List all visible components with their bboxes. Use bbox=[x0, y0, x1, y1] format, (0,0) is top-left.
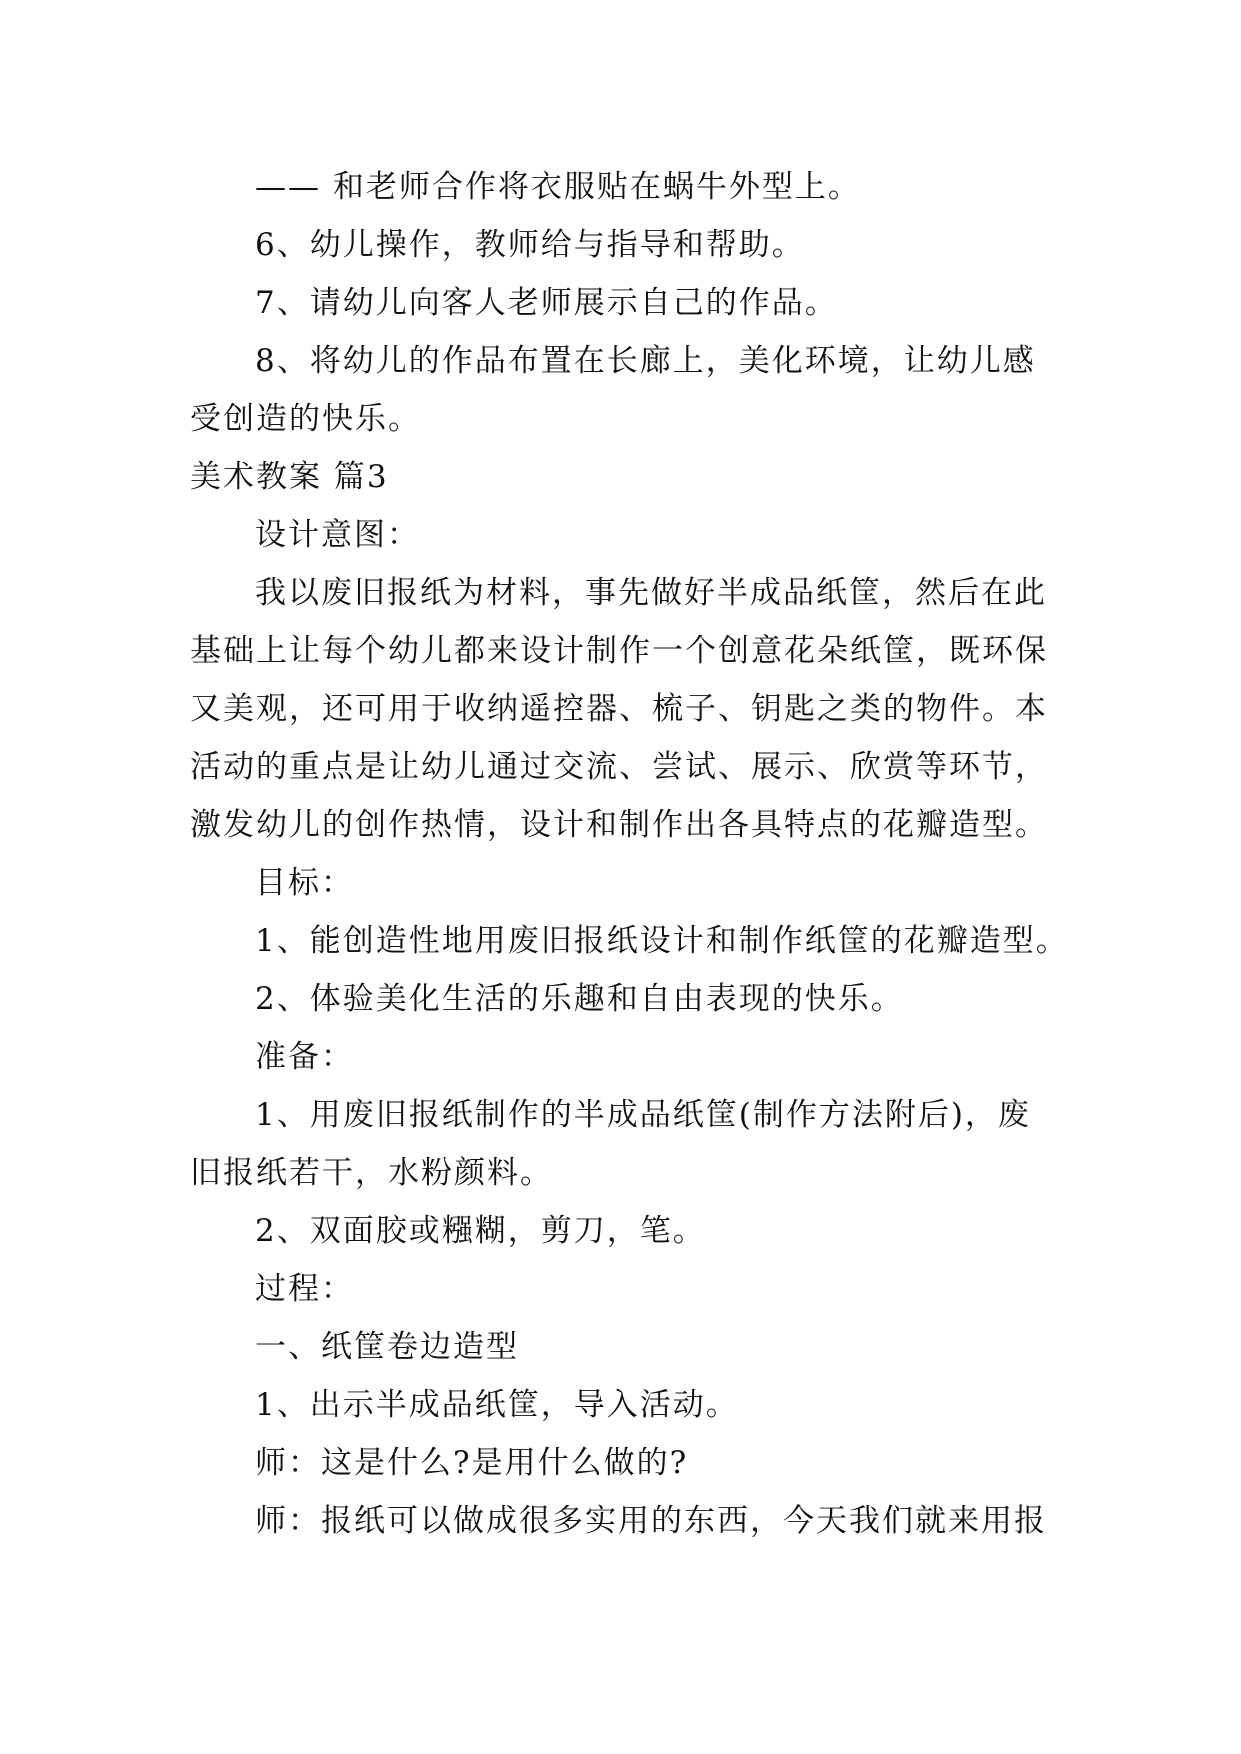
paragraph-line: 2、体验美化生活的乐趣和自由表现的快乐。 bbox=[255, 981, 904, 1017]
paragraph-line: 师：报纸可以做成很多实用的东西，今天我们就来用报 bbox=[255, 1503, 1047, 1539]
paragraph-line: 基础上让每个幼儿都来设计制作一个创意花朵纸筐，既环保 bbox=[190, 633, 1048, 669]
subheading: 目标： bbox=[255, 865, 354, 901]
paragraph-line: 受创造的快乐。 bbox=[190, 401, 421, 437]
subheading: 过程： bbox=[255, 1271, 354, 1307]
paragraph-line: 我以废旧报纸为材料，事先做好半成品纸筐，然后在此 bbox=[255, 575, 1047, 611]
paragraph-line: 旧报纸若干，水粉颜料。 bbox=[190, 1155, 553, 1191]
paragraph-line: 又美观，还可用于收纳遥控器、梳子、钥匙之类的物件。本 bbox=[190, 691, 1048, 727]
paragraph-line: 师：这是什么?是用什么做的? bbox=[255, 1445, 689, 1481]
paragraph-line: 6、幼儿操作，教师给与指导和帮助。 bbox=[255, 227, 805, 263]
paragraph-line: 7、请幼儿向客人老师展示自己的作品。 bbox=[255, 285, 838, 321]
paragraph-line: 活动的重点是让幼儿通过交流、尝试、展示、欣赏等环节， bbox=[190, 749, 1048, 785]
paragraph-line: —— 和老师合作将衣服贴在蜗牛外型上。 bbox=[255, 169, 861, 205]
paragraph-line: 1、出示半成品纸筐，导入活动。 bbox=[255, 1387, 739, 1423]
paragraph-line: 激发幼儿的创作热情，设计和制作出各具特点的花瓣造型。 bbox=[190, 807, 1048, 843]
paragraph-line: 一、纸筐卷边造型 bbox=[255, 1329, 519, 1365]
paragraph-line: 1、能创造性地用废旧报纸设计和制作纸筐的花瓣造型。 bbox=[255, 923, 1069, 959]
subheading: 准备： bbox=[255, 1039, 354, 1075]
paragraph-line: 8、将幼儿的作品布置在长廊上，美化环境，让幼儿感 bbox=[255, 343, 1036, 379]
paragraph-line: 1、用废旧报纸制作的半成品纸筐(制作方法附后)，废 bbox=[255, 1097, 1031, 1133]
paragraph-line: 2、双面胶或糨糊，剪刀，笔。 bbox=[255, 1213, 706, 1249]
subheading: 设计意图： bbox=[255, 517, 420, 553]
section-heading: 美术教案 篇3 bbox=[190, 459, 389, 495]
